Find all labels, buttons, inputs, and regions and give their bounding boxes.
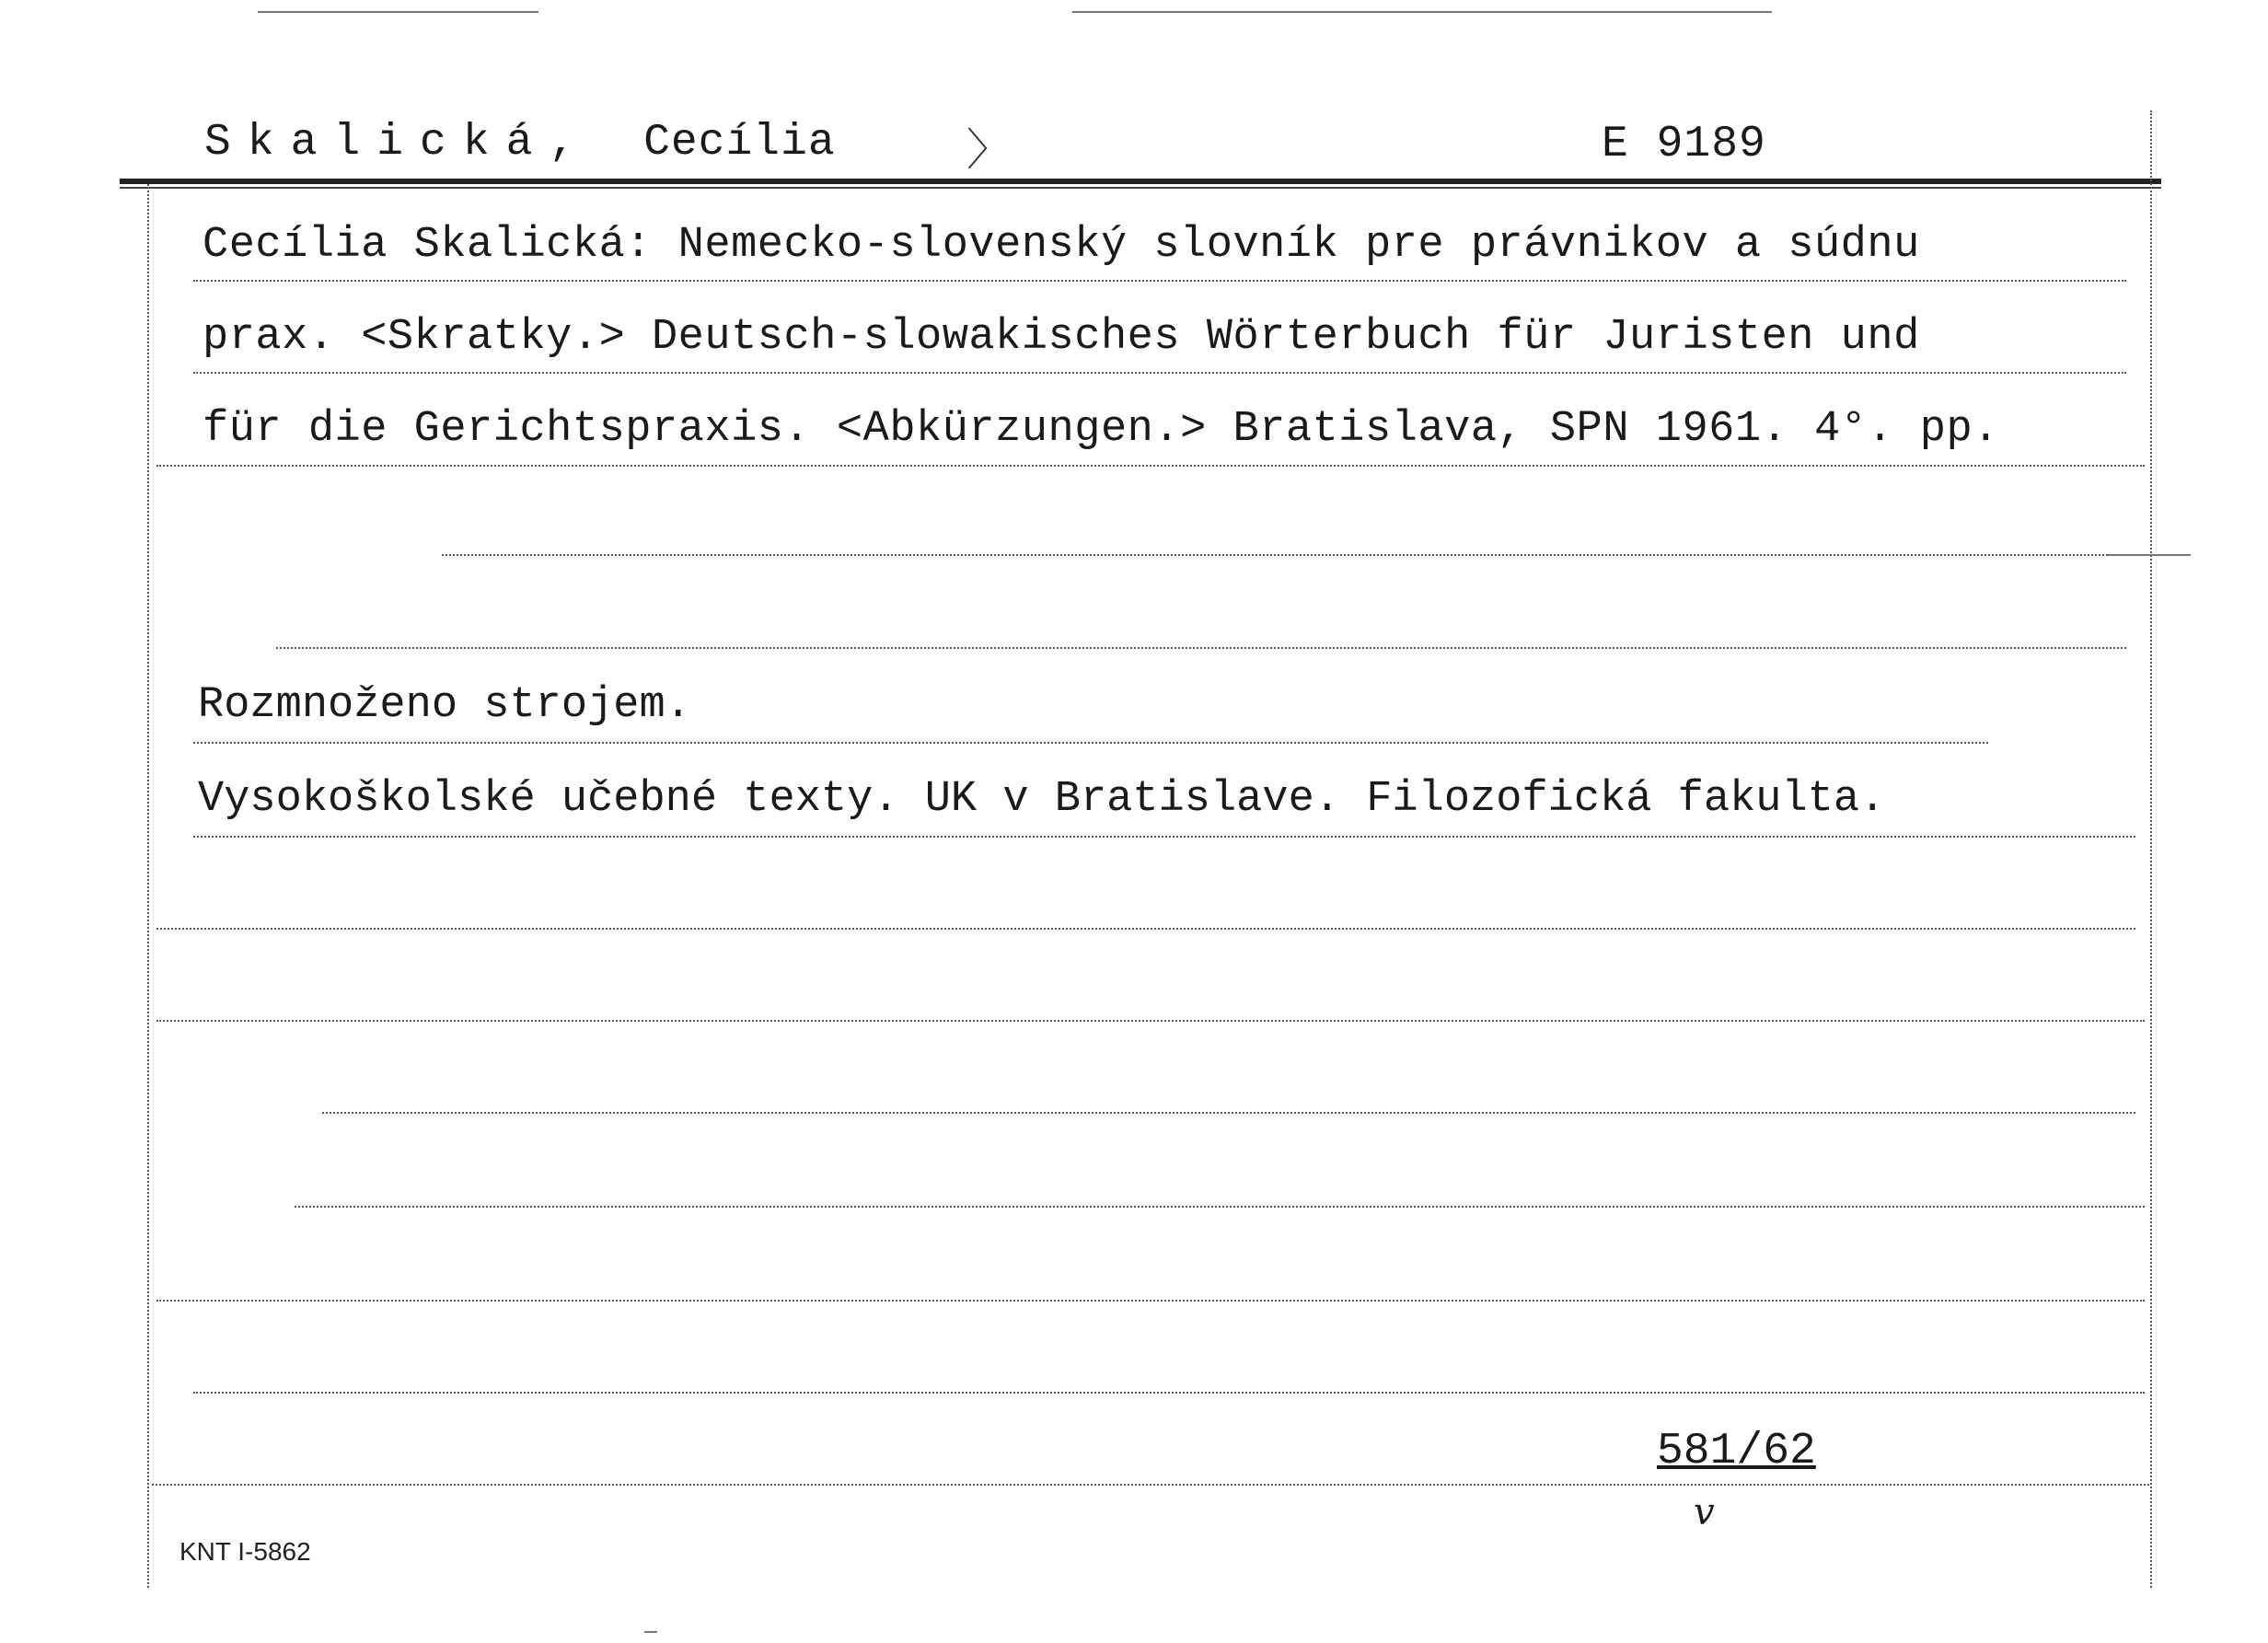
- entry-line-3: für die Gerichtspraxis. <Abkürzungen.> Bratislava, SPN 1961. 4°. pp.: [202, 405, 1999, 454]
- ruled-line: [322, 1112, 2135, 1114]
- form-code: KNT I-5862: [179, 1537, 311, 1566]
- top-stub-left: [258, 11, 538, 13]
- shelf-mark: E 9189: [1602, 120, 1766, 169]
- ruled-line: [156, 928, 2135, 930]
- author-given-name: Cecília: [643, 118, 836, 168]
- ruled-line: [193, 280, 2126, 282]
- heading-rule: [120, 179, 2161, 184]
- entry-line-1: Cecília Skalická: Nemecko-slovenský slovník pre právnikov a súdnu: [202, 221, 1920, 270]
- ruled-line: [276, 647, 2126, 649]
- note-line-2: Vysokoškolské učebné texty. UK v Bratislave. Filozofická fakulta.: [198, 775, 1886, 824]
- heading-rule-thin: [120, 187, 2161, 189]
- bottom-stub: [644, 1631, 657, 1633]
- right-border: [2150, 110, 2152, 1588]
- margin-stub: [2108, 554, 2191, 556]
- ruled-line: [152, 1484, 2149, 1486]
- check-mark: v: [1694, 1491, 1715, 1533]
- entry-line-2: prax. <Skratky.> Deutsch-slowakisches Wörterbuch für Juristen und: [202, 313, 1920, 362]
- heading-row: [204, 118, 836, 168]
- ruled-line: [193, 372, 2126, 374]
- ruled-line: [193, 1392, 2145, 1394]
- ruled-line: [295, 1206, 2145, 1208]
- bracket-mark: 〉: [966, 124, 1012, 176]
- author-surname: Skalická,: [204, 118, 593, 168]
- ruled-line: [193, 836, 2135, 838]
- ruled-line: [156, 1300, 2145, 1302]
- ruled-line: [193, 742, 1988, 744]
- accession-number: 581/62: [1657, 1427, 1816, 1476]
- left-border: [147, 184, 149, 1588]
- note-line-1: Rozmnoženo strojem.: [198, 681, 691, 730]
- ruled-line: [156, 1020, 2145, 1022]
- ruled-line: [442, 554, 2163, 556]
- top-stub-right: [1072, 11, 1772, 13]
- ruled-line: [156, 465, 2145, 467]
